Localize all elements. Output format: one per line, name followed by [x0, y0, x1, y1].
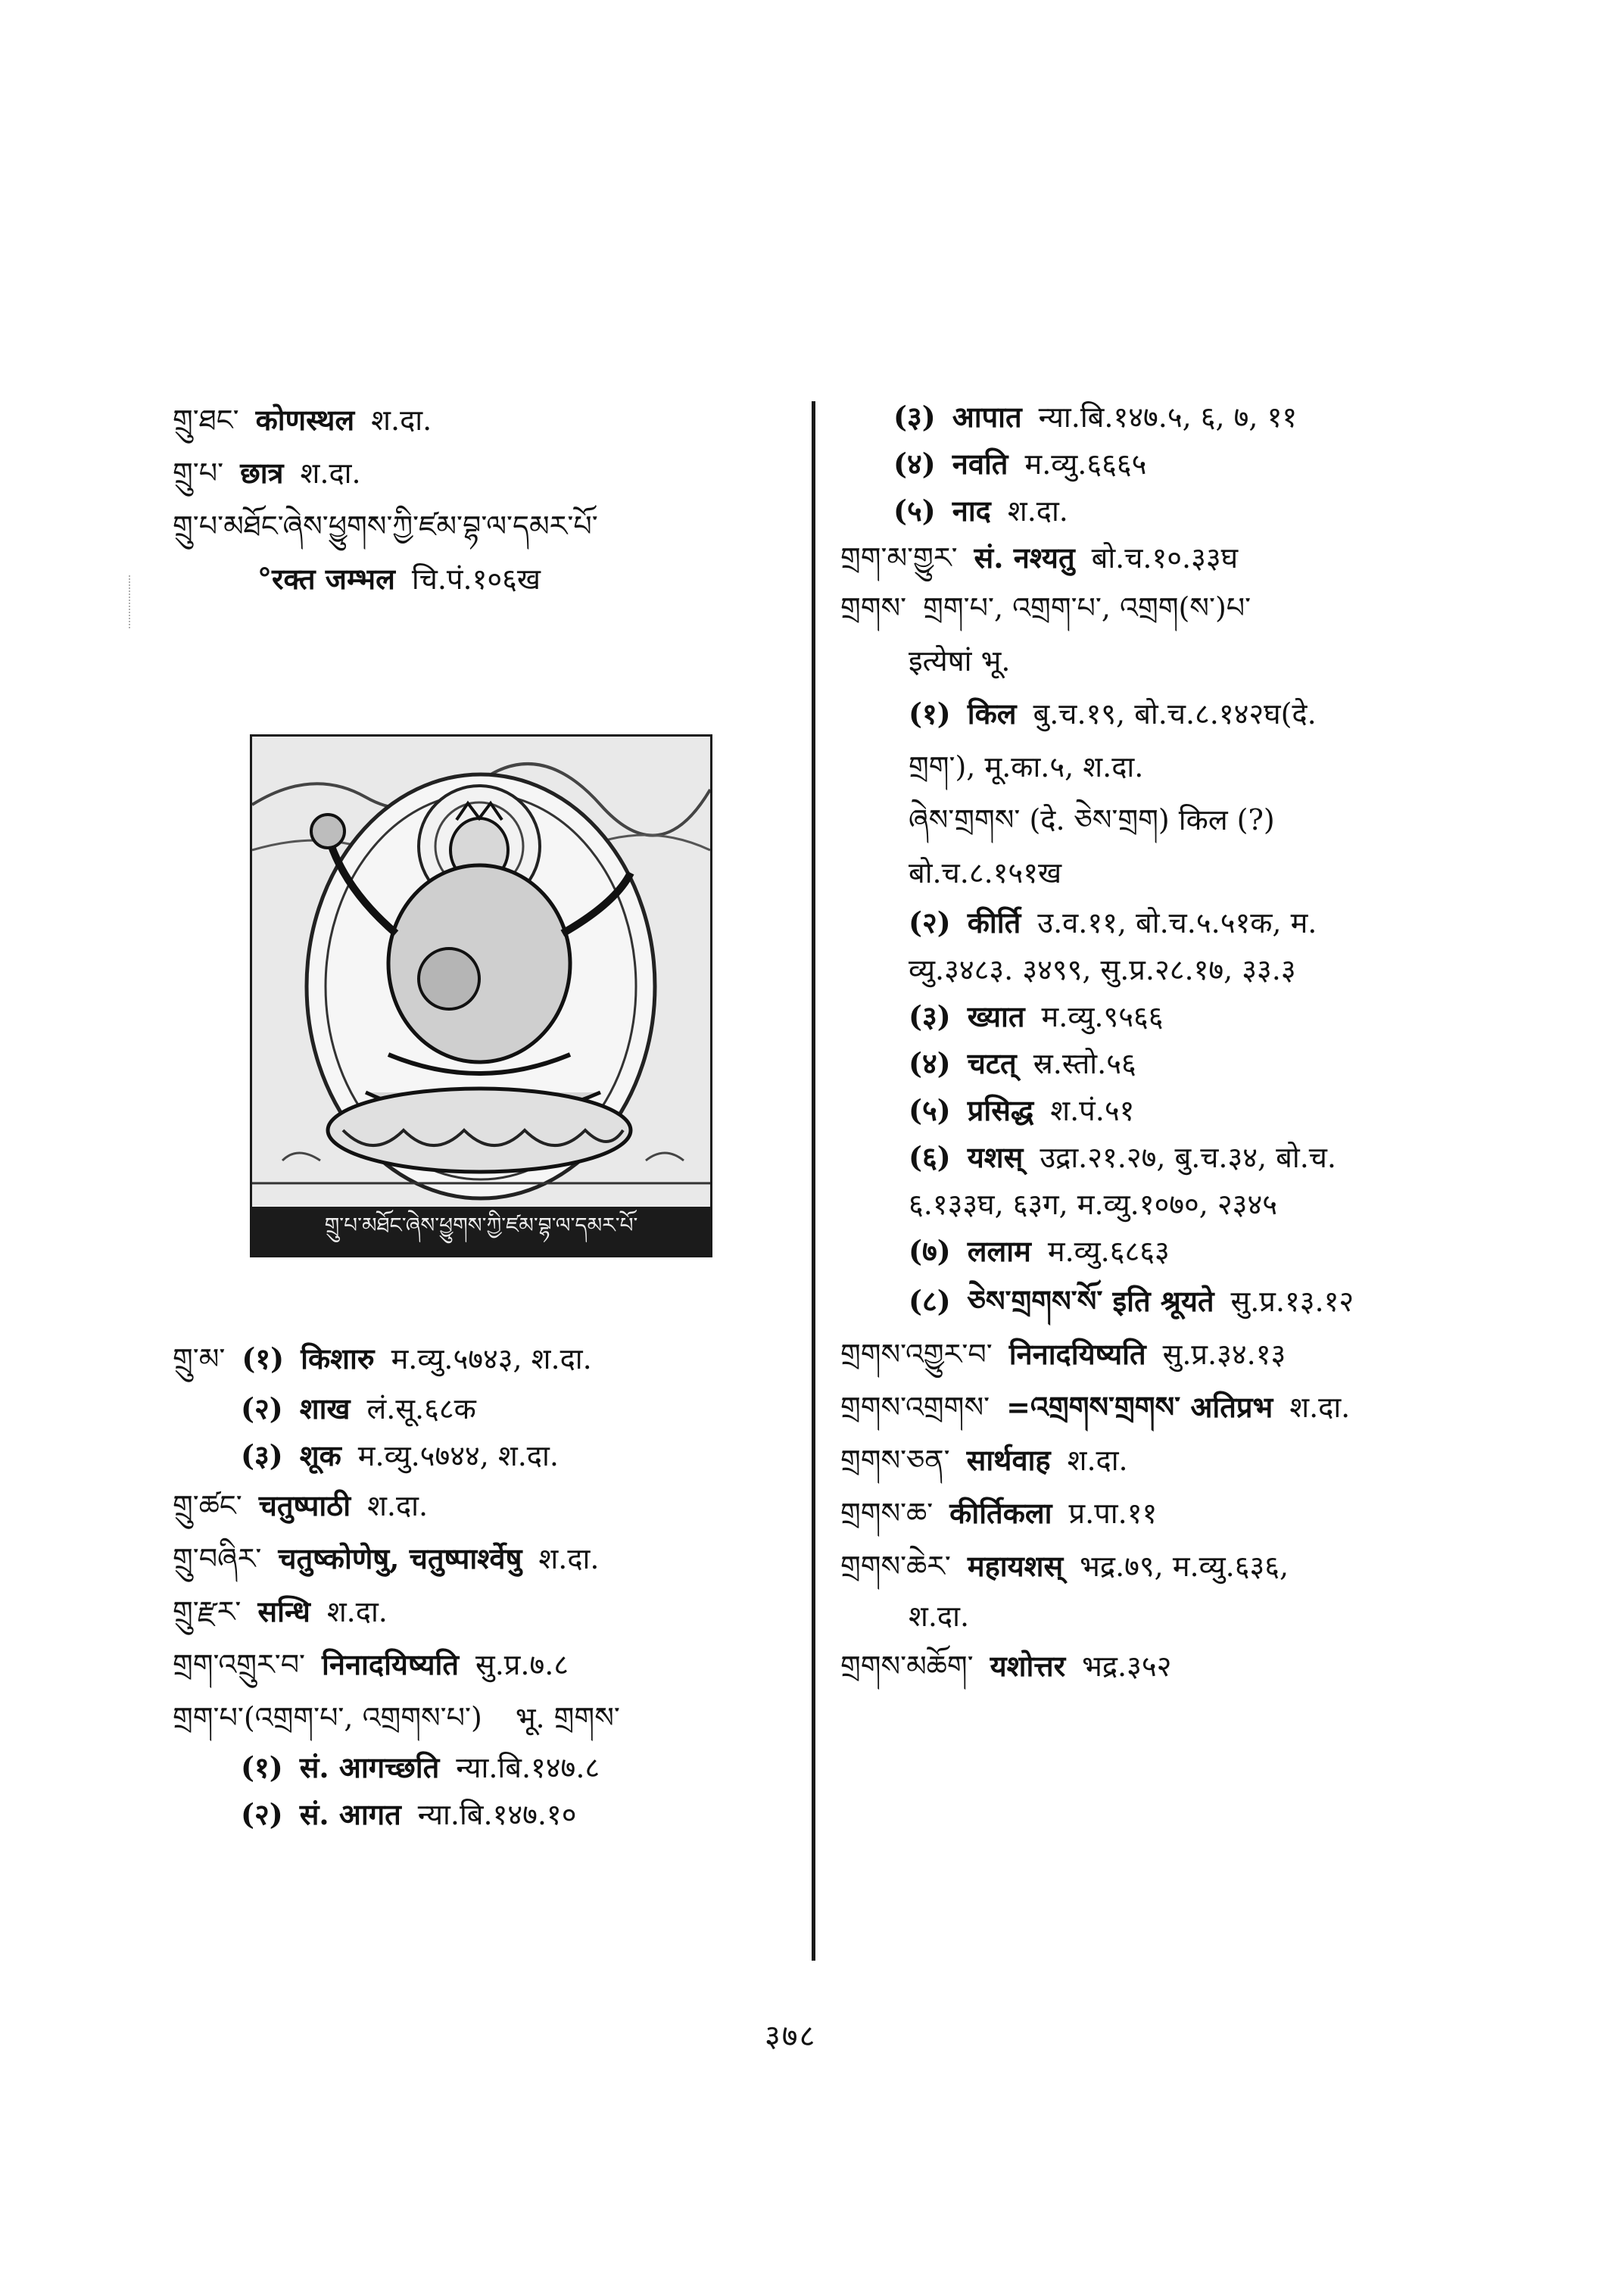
tibetan-headword: གྲགས་	[840, 591, 907, 625]
margin-mark	[129, 575, 135, 628]
entry-line	[840, 946, 1446, 993]
reference: श.दा.	[1007, 494, 1068, 528]
sanskrit-term: निनादयिष्यति	[322, 1647, 459, 1681]
reference: व्यु.३४८३. ३४९९, सु.प्र.२८.१७, ३३.३	[909, 953, 1296, 986]
entry-line	[173, 1432, 793, 1479]
sanskrit-term: =འགྲགས་གྲགས་ अतिप्रभ	[1006, 1390, 1273, 1424]
sense-number: (४)	[893, 447, 936, 481]
sense-number: (१)	[241, 1750, 283, 1784]
sanskrit-term: सं. आगच्छति	[299, 1750, 440, 1784]
sanskrit-term: छात्र	[240, 456, 284, 490]
sanskrit-term: आपात	[952, 400, 1022, 434]
tibetan-headword: གྲགས་ཅན་	[840, 1444, 950, 1477]
reference: उद्रा.२१.२७, बु.च.३४, बो.च.	[1040, 1141, 1337, 1174]
sanskrit-term: ललाम	[967, 1234, 1031, 1268]
entry-line	[840, 1640, 1446, 1693]
tibetan-headword: གྲུ་པ་	[173, 456, 224, 490]
entry-line	[173, 1385, 793, 1432]
sanskrit-term: सं. आगत	[299, 1797, 401, 1831]
entry-line	[840, 899, 1446, 946]
sanskrit-term: सन्धि	[257, 1594, 310, 1628]
entry-line	[840, 1540, 1446, 1593]
entry-line	[840, 687, 1446, 740]
sense-number: (८)	[909, 1284, 951, 1318]
deity-illustration	[250, 734, 712, 1257]
entry-line	[173, 1532, 793, 1585]
entry-line	[173, 1585, 793, 1638]
entry-line	[840, 1228, 1446, 1275]
entry-line	[173, 1638, 793, 1691]
tibetan-headword: གྲགས་ཆེར་	[840, 1550, 951, 1583]
sense-number: (३)	[909, 999, 951, 1033]
tibetan-headword: གྲགས་འགྱུར་བ་	[840, 1338, 993, 1371]
reference: भद्र.३५२	[1082, 1650, 1172, 1683]
entry-line	[840, 1381, 1446, 1434]
entry-line	[840, 1181, 1446, 1228]
sanskrit-term: ཅེས་གྲགས་སོ་ इति श्रूयते	[967, 1284, 1214, 1318]
entry-line	[173, 394, 793, 447]
tibetan-headword: གྲུ་པ་མཐོང་ཞེས་ཕྱུགས་ཀྱི་ཛམ་བྷ་ལ་དམར་པོ་	[173, 509, 598, 543]
sanskrit-term: किल	[967, 696, 1017, 731]
reference: श.दा.	[367, 1489, 429, 1522]
entry-line	[173, 1332, 793, 1385]
reference: स्र.स्तो.५६	[1033, 1047, 1136, 1080]
reference: म.व्यु.५७४३, श.दा.	[391, 1342, 592, 1375]
reference: न्या.बि.१४७.५, ६, ७, ११	[1038, 400, 1298, 434]
tibetan-headword: གྲག་འགྲུར་བ་	[173, 1648, 306, 1681]
tibetan-headword: གྲག་མ་གྱུར་	[840, 541, 958, 575]
column-divider	[812, 401, 815, 1961]
reference: न्या.बि.१४७.१०	[417, 1798, 577, 1831]
page-number: ३७८	[765, 2019, 817, 2054]
reference: श.दा.	[300, 456, 361, 490]
reference: लं.सू.६८क	[366, 1392, 476, 1425]
reference: बु.च.१९, बो.च.८.१४२घ(दे.	[1033, 697, 1317, 731]
tibetan-headword: གྲུ་ཐང་	[173, 403, 239, 437]
reference: भू. གྲགས་	[515, 1701, 620, 1734]
reference: बो.च.८.१५१ख	[909, 856, 1062, 889]
reference: གྲག་པ་, འགྲག་པ་, འགྲག(ས་)པ་	[923, 591, 1252, 625]
sense-number: (१)	[909, 696, 951, 731]
left-column	[173, 394, 793, 606]
tibetan-headword: གྲུ་བཞིར་	[173, 1542, 262, 1575]
entry-line	[173, 553, 793, 606]
reference: बो.च.१०.३३घ	[1091, 541, 1239, 575]
sanskrit-term: शूक	[299, 1438, 341, 1472]
sense-number: (५)	[909, 1093, 951, 1127]
tibetan-headword: གྲགས་འགྲགས་	[840, 1391, 990, 1424]
reference: म.व्यु.६६६५	[1024, 447, 1147, 481]
reference: इत्येषां भू.	[909, 644, 1011, 678]
entry-line	[840, 793, 1446, 846]
entry-line	[173, 1744, 793, 1791]
tibetan-headword: གྲུ་ཚང་	[173, 1489, 242, 1522]
entry-line	[173, 1479, 793, 1532]
sense-number: (४)	[909, 1046, 951, 1080]
sanskrit-term: शाख	[299, 1391, 351, 1425]
reference: श.दा.	[1067, 1444, 1128, 1477]
reference: श.दा.	[326, 1595, 388, 1628]
reference: म.व्यु.५७४४, श.दा.	[357, 1439, 559, 1472]
jambhala-figure-drawing	[252, 737, 710, 1206]
sense-number: (२)	[241, 1797, 283, 1831]
reference: उ.व.११, बो.च.५.५१क, म.	[1037, 906, 1317, 939]
reference: सु.प्र.३४.१३	[1162, 1338, 1286, 1371]
sense-number: (५)	[893, 494, 936, 528]
reference: सु.प्र.१३.१२	[1230, 1285, 1354, 1318]
entry-line	[173, 447, 793, 500]
tibetan-headword: གྲག་པ་(འགྲག་པ་, འགྲགས་པ་)	[173, 1701, 482, 1734]
entry-line	[840, 1487, 1446, 1540]
entry-line	[840, 1087, 1446, 1134]
right-column	[840, 394, 1446, 1693]
sense-number: (१)	[242, 1341, 285, 1375]
sanskrit-term: यशस्	[967, 1140, 1024, 1174]
sanskrit-term: कोणस्थल	[255, 403, 355, 437]
sanskrit-term: कीर्ति	[967, 905, 1021, 939]
sense-number: (७)	[909, 1234, 951, 1268]
reference: ६.१३३घ, ६३ग, म.व्यु.१०७०, २३४५	[909, 1188, 1277, 1221]
sanskrit-term: किशारु	[301, 1341, 375, 1375]
entry-line	[840, 846, 1446, 899]
sense-number: (३)	[241, 1438, 283, 1472]
sanskrit-term: निनादयिष्यति	[1008, 1337, 1146, 1371]
reference: ཞེས་གྲགས་ (दे. ཅེས་གྲག) किल (?)	[909, 803, 1275, 837]
entry-line	[840, 1134, 1446, 1181]
sense-number: (६)	[909, 1140, 951, 1174]
sanskrit-term: नाद	[952, 494, 991, 528]
reference: श.दा.	[909, 1600, 970, 1633]
entry-line	[840, 1434, 1446, 1487]
reference: श.पं.५१	[1050, 1094, 1135, 1127]
entry-line	[840, 993, 1446, 1040]
tibetan-headword: གྲུ་རྫར་	[173, 1595, 242, 1628]
tibetan-headword: གྲགས་ཆ་	[840, 1497, 934, 1530]
reference: प्र.पा.११	[1068, 1497, 1158, 1530]
reference: श.दा.	[538, 1542, 600, 1575]
sanskrit-term: चटत्	[967, 1046, 1017, 1080]
reference: भद्र.७९, म.व्यु.६३६,	[1080, 1550, 1289, 1583]
left-column-continued	[173, 1332, 793, 1838]
entry-line	[840, 581, 1446, 634]
figure-caption: གྲུ་པ་མཐོང་ཞེས་ཕྱུགས་ཀྱི་ཛམ་བྷ་ལ་དམར་པོ་	[252, 1207, 710, 1255]
reference: न्या.बि.१४७.८	[456, 1751, 600, 1784]
sanskrit-term: °रक्त जम्भल	[257, 562, 395, 596]
sense-number: (३)	[893, 400, 936, 434]
sanskrit-term: चतुष्पाठी	[258, 1488, 351, 1522]
entry-line	[840, 1040, 1446, 1087]
entry-line	[840, 634, 1446, 687]
reference: सु.प्र.७.८	[475, 1648, 569, 1681]
sanskrit-term: महायशस्	[967, 1549, 1064, 1583]
sanskrit-term: सं. नश्यतु	[974, 541, 1075, 575]
sanskrit-term: नवति	[952, 447, 1008, 481]
entry-line	[173, 500, 793, 553]
reference: चि.पं.१०६ख	[411, 562, 541, 596]
sanskrit-term: कीर्तिकला	[949, 1496, 1052, 1530]
entry-line	[840, 534, 1446, 581]
entry-line	[173, 1791, 793, 1838]
sanskrit-term: सार्थवाह	[966, 1443, 1051, 1477]
sanskrit-term: प्रसिद्ध	[967, 1093, 1034, 1127]
entry-line	[840, 1275, 1446, 1328]
entry-line	[173, 1691, 793, 1744]
tibetan-headword: གྲགས་མཆོག་	[840, 1650, 974, 1683]
reference: म.व्यु.६८६३	[1047, 1235, 1170, 1268]
entry-line	[840, 740, 1446, 793]
sanskrit-term: ख्यात	[967, 999, 1025, 1033]
sense-number: (२)	[909, 905, 951, 939]
entry-line	[840, 394, 1446, 441]
entry-line	[840, 1328, 1446, 1381]
reference: श.दा.	[371, 403, 432, 437]
reference: श.दा.	[1289, 1391, 1351, 1424]
sanskrit-term: चतुष्कोणेषु, चतुष्पार्श्वेषु	[278, 1541, 522, 1575]
tibetan-headword: གྲུ་མ་	[173, 1342, 226, 1375]
sense-number: (२)	[241, 1391, 283, 1425]
entry-line	[840, 1593, 1446, 1640]
entry-line	[840, 441, 1446, 488]
reference: གྲག་), मू.का.५, श.दा.	[909, 750, 1144, 784]
reference: म.व्यु.९५६६	[1041, 1000, 1164, 1033]
sanskrit-term: यशोत्तर	[990, 1649, 1066, 1683]
entry-line	[840, 488, 1446, 534]
